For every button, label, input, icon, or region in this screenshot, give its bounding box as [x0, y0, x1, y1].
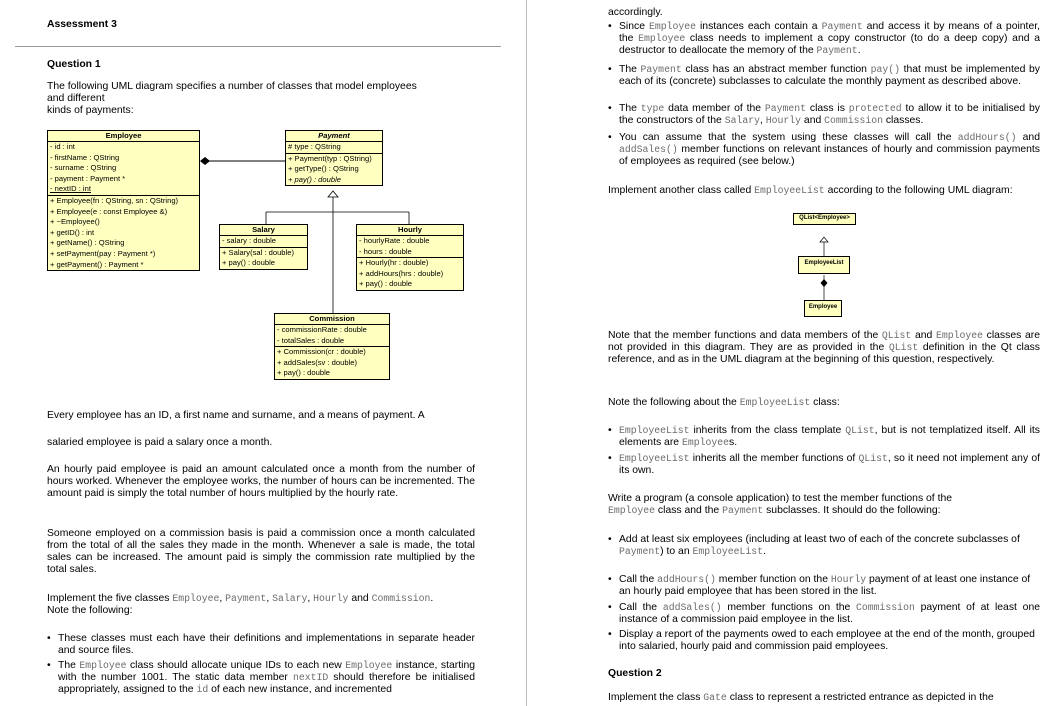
- question-2-heading: Question 2: [608, 668, 662, 679]
- text: instance, starting with the number 1001. The static data member: [58, 660, 476, 684]
- code: addHours(): [957, 132, 1017, 143]
- uml-operation: + addHours(hrs : double): [359, 268, 444, 278]
- text: and: [801, 115, 825, 127]
- paragraph: An hourly paid employee is paid an amount calculated once a month from the number of hours worked. Whenever the employee works, the number of hours can be incremented. The amount paid is simply the total number of hours multiplied by the hourly rate.: [47, 464, 475, 500]
- code: Payment: [821, 21, 863, 32]
- uml-class-qlist: QList<Employee>: [793, 213, 856, 225]
- text: subclasses. It should do the following:: [763, 505, 941, 517]
- text: member function on the: [715, 574, 831, 585]
- uml-operations: [357, 258, 463, 290]
- text: class to represent a restricted entrance as depicted in the: [726, 692, 994, 703]
- text: ,: [219, 593, 226, 604]
- text: payment of at least one instance of a commission paid employee in the list.: [619, 602, 1040, 626]
- uml-class-hourly: [356, 224, 464, 291]
- text: Call the: [619, 574, 658, 585]
- code: Payment: [816, 45, 858, 57]
- text: of each new instance, and incremented: [208, 684, 392, 696]
- text: Note the following:: [47, 605, 133, 617]
- text: Call the: [619, 602, 663, 613]
- assessment-title: Assessment 3: [47, 19, 117, 30]
- uml-operations: [48, 196, 199, 270]
- text: class should allocate unique IDs to each new: [126, 660, 346, 671]
- text: class:: [810, 397, 840, 408]
- uml-operation: + getName() : QString: [50, 238, 125, 248]
- text: according to the following UML diagram:: [824, 185, 1013, 196]
- text: inherits all the member functions of: [689, 453, 859, 464]
- text: , so it need not implement any of its own.: [619, 453, 1040, 477]
- uml-operation: + getPayment() : Payment *: [50, 259, 144, 269]
- text: You can assume that the system using these classes will call the: [619, 132, 958, 143]
- uml-operation: + Payment(typ : QString): [288, 153, 372, 163]
- uml-class-title: Commission: [275, 314, 389, 325]
- uml-class-employee-small: Employee: [804, 300, 842, 317]
- text: .: [857, 45, 861, 57]
- uml-class-commission: [274, 313, 390, 380]
- paragraph: salaried employee is paid a salary once a month.: [47, 437, 273, 448]
- uml-attribute: # type : QString: [288, 142, 341, 151]
- text: class has an abstract member function: [681, 64, 871, 75]
- text: inherits from the class template: [689, 425, 846, 436]
- text: Since: [619, 21, 649, 32]
- text: ,: [759, 115, 766, 127]
- code: addSales(): [619, 144, 678, 156]
- text: .: [430, 593, 434, 604]
- column-divider: [526, 0, 527, 706]
- paragraph: [47, 593, 475, 617]
- uml-attribute: - salary : double: [222, 236, 277, 245]
- text: Implement the five classes: [47, 593, 173, 604]
- text: Note that the member functions and data members of the: [608, 330, 882, 341]
- uml-attribute: - totalSales : double: [277, 335, 345, 345]
- text: and: [911, 330, 936, 341]
- text: class needs to implement a copy constructor (to do a deep copy) and a destructor to deallocate the memory of the: [619, 33, 1041, 57]
- uml-attributes: [286, 142, 382, 154]
- code: Payment: [640, 64, 682, 75]
- text: should therefore be initialised appropriately, assigned to the: [58, 672, 475, 696]
- uml-operations: [275, 347, 389, 379]
- text: member functions on relevant instances of hourly and commission payments of employees as required (see below.): [619, 144, 1040, 168]
- code: pay(): [870, 64, 900, 75]
- text: class is: [806, 103, 849, 114]
- intro-line: and different: [47, 93, 105, 105]
- right-column: [608, 0, 1040, 706]
- text: classes are not provided in this diagram. They are as provided in the: [608, 330, 1040, 354]
- uml-class-employee: [47, 130, 200, 271]
- intro-line: The following UML diagram specifies a number of classes that model employees: [47, 81, 417, 92]
- text: The: [619, 64, 641, 75]
- text: instances each contain a: [696, 21, 822, 32]
- bullet-item: • These classes must each have their definitions and implementations in separate header and source files.: [47, 633, 475, 657]
- uml-attribute: - id : int: [50, 142, 75, 151]
- text: Write a program (a console application) to test the member functions of the: [608, 493, 953, 504]
- code: EmployeeList: [754, 185, 825, 196]
- code: EmployeeList: [619, 425, 690, 436]
- text: classes.: [882, 115, 924, 127]
- uml-operation: + pay() : double: [359, 279, 412, 289]
- uml-attribute: - hourlyRate : double: [359, 236, 430, 245]
- code: Commission: [856, 602, 915, 613]
- bullet-item: [608, 453, 1040, 477]
- code: Payment: [722, 505, 764, 517]
- text: ,: [307, 593, 314, 604]
- code: addHours(): [657, 574, 716, 585]
- text: .: [763, 546, 766, 558]
- code: type: [640, 103, 665, 114]
- code: Payment: [764, 103, 807, 114]
- paragraph: [608, 397, 1040, 409]
- uml-operation: + pay() : double: [277, 368, 330, 378]
- code: Employee: [638, 33, 686, 45]
- code: Hourly: [313, 593, 349, 604]
- text: The: [58, 660, 80, 671]
- uml-operation: + getType() : QString: [288, 164, 359, 174]
- uml-class-salary: [219, 224, 308, 270]
- text: Implement another class called: [608, 185, 755, 196]
- code: Gate: [703, 692, 727, 703]
- code: Payment: [225, 593, 267, 604]
- code: Employee: [648, 21, 697, 32]
- paragraph: accordingly.: [608, 7, 663, 18]
- uml-class-employeelist: EmployeeList: [798, 256, 850, 274]
- uml-operation: + Employee(e : const Employee &): [50, 206, 168, 216]
- code: Employee: [79, 660, 127, 671]
- uml-operation: + getID() : int: [50, 227, 95, 237]
- bullet-item: • Display a report of the payments owed to each employee at the end of the month, grouped into salaried, hourly paid and commission paid employees.: [608, 629, 1040, 653]
- text: and: [1016, 132, 1040, 143]
- text: and access it by means of a pointer, the: [619, 21, 1040, 45]
- code: QList: [845, 425, 875, 436]
- composition-diamond-icon: [200, 157, 210, 165]
- uml-class-title: Payment: [286, 131, 382, 142]
- uml-attribute: - hours : double: [359, 246, 412, 256]
- paragraph: [608, 493, 1040, 517]
- text: Implement the class: [608, 692, 704, 703]
- uml-operation: + pay() : double: [288, 174, 341, 184]
- text: data member of the: [664, 103, 765, 114]
- uml-operation: + Hourly(hr : double): [359, 258, 429, 268]
- left-column: [47, 0, 475, 706]
- text: ) to an: [660, 546, 693, 558]
- paragraph: [608, 692, 1040, 704]
- code: nextID: [292, 672, 329, 684]
- code: Salary: [724, 115, 760, 127]
- uml-operation: + Employee(fn : QString, sn : QString): [50, 195, 179, 205]
- uml-operations: [220, 248, 307, 269]
- uml-attributes: [357, 236, 463, 258]
- bullet-item: [608, 425, 1040, 449]
- paragraph: Every employee has an ID, a first name and surname, and a means of payment. A: [47, 410, 425, 421]
- text: to allow it to be initialised by the constructors of the: [619, 103, 1041, 127]
- uml-operation: + setPayment(pay : Payment *): [50, 248, 156, 258]
- inheritance-arrow-icon: [820, 237, 828, 242]
- text: that must be implemented by each of its (concrete) subclasses to calculate the monthly payment as described above.: [619, 64, 1041, 88]
- code: QList: [858, 453, 888, 464]
- uml-attribute: - firstName : QString: [50, 152, 120, 162]
- uml-attribute: - payment : Payment *: [50, 173, 126, 183]
- code: EmployeeList: [619, 453, 690, 464]
- code: Employee: [172, 593, 220, 604]
- code: QList: [888, 342, 919, 354]
- uml-class-title: Salary: [220, 225, 307, 236]
- code: EmployeeList: [692, 546, 764, 558]
- text: definition in the Qt class reference, and as in the UML diagram at the beginning of this question, respectively.: [608, 342, 1040, 366]
- uml-diagram-2: [608, 0, 1040, 330]
- uml-operation: + Commission(cr : double): [277, 347, 366, 357]
- intro-line: kinds of payments:: [47, 105, 134, 117]
- question-1-heading: Question 1: [47, 59, 101, 70]
- text: Note the following about the: [608, 397, 740, 408]
- inheritance-arrow-icon: [328, 191, 338, 197]
- text: , but is not templatized itself. All its elements are: [619, 425, 1040, 449]
- uml-attributes: [275, 325, 389, 347]
- text: payment of at least one instance of an hourly paid employee that has been stored in the list.: [619, 574, 1031, 598]
- text: s.: [729, 437, 738, 449]
- uml-operation: + Salary(sal : double): [222, 247, 294, 257]
- code: id: [196, 684, 209, 696]
- uml-diagram: [47, 0, 477, 400]
- text: class and the: [655, 505, 723, 517]
- code: Employee: [345, 660, 393, 671]
- code: Commission: [824, 115, 883, 127]
- code: Salary: [272, 593, 308, 604]
- code: QList: [881, 330, 912, 341]
- uml-attribute: - surname : QString: [50, 163, 117, 173]
- uml-class-title: Employee: [48, 131, 199, 142]
- text: member functions on the: [721, 602, 857, 613]
- text: and: [348, 593, 372, 604]
- code: Commission: [371, 593, 431, 604]
- bullet-item: [608, 574, 1040, 598]
- code: Hourly: [830, 574, 867, 585]
- bullet-item: [608, 602, 1040, 626]
- uml-operation: + pay() : double: [222, 258, 275, 268]
- text: The: [619, 103, 641, 114]
- paragraph: Someone employed on a commission basis is paid a commission once a month calculated from the total of all the sales they made in the month. Whenever a sale is made, the total sales can be increased. The amount paid is simply the commission rate multiplied by the total sales.: [47, 528, 475, 576]
- bullet-item: [47, 660, 475, 696]
- code: Hourly: [765, 115, 802, 127]
- uml-attributes: [220, 236, 307, 248]
- code: Employee: [935, 330, 983, 341]
- bullet-item: [608, 534, 1040, 558]
- code: protected: [848, 103, 902, 114]
- uml-attributes: [48, 142, 199, 196]
- code: Employee: [681, 437, 729, 449]
- uml-operation: + addSales(sv : double): [277, 357, 357, 367]
- uml-attribute: - nextID : int: [50, 184, 91, 194]
- code: EmployeeList: [739, 397, 811, 408]
- uml-operation: + ~Employee(): [50, 217, 100, 227]
- text: ,: [266, 593, 273, 604]
- code: Payment: [619, 546, 661, 558]
- uml-attribute: - commissionRate : double: [277, 325, 367, 334]
- uml-operations: [286, 154, 382, 186]
- text: Add at least six employees (including at least two of each of the concrete subclasses of: [619, 534, 1020, 545]
- paragraph: [608, 330, 1040, 366]
- uml-class-title: Hourly: [357, 225, 463, 236]
- uml-connectors: [608, 0, 1040, 330]
- code: addSales(): [662, 602, 722, 613]
- composition-diamond-icon: [821, 279, 828, 287]
- code: Employee: [608, 505, 656, 517]
- uml-class-payment: [285, 130, 383, 186]
